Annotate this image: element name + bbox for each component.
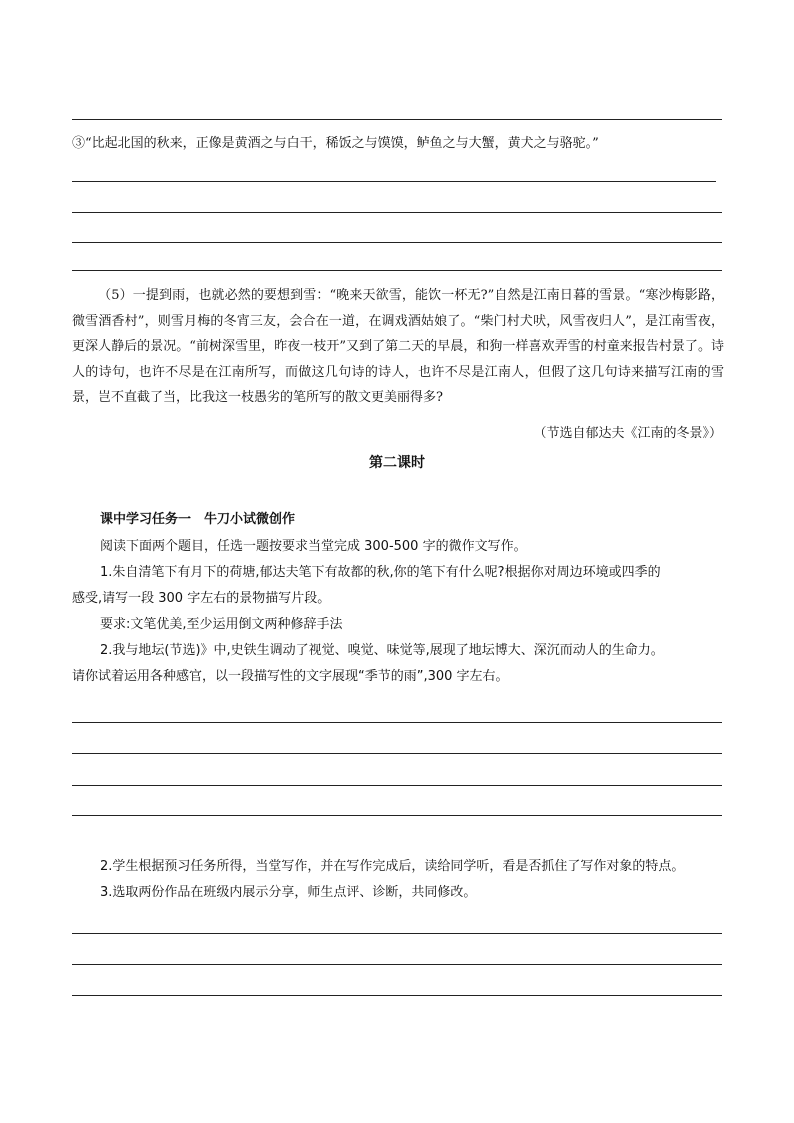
source-citation: （节选自郁达夫《江南的冬景》） — [533, 426, 722, 441]
writing-line — [72, 933, 722, 934]
paragraph-5-text: （5）一提到雨，也就必然的要想到雪：“晚来天欲雪，能饮一杯无?”自然是江南日暮的雪景。“寒沙梅影路，微雪酒香村”，则雪月梅的冬宵三友，会合在一道，在调戏酒姑娘了。“柴门村犬吠，风雪夜归人”，是江南雪夜，更深人静后的景况。“前树深雪里，昨夜一枝开”又到了第二天的早晨，和狗一样喜欢弄雪的村童来报告村景了。诗人的诗句，也许不尽是在江南所写，而做这几句诗的诗人，也许不尽是江南人，但假了这几句诗来描写江南的雪景，岂不直截了当，比我这一枝愚劣的笔所写的散文更美丽得多? — [72, 288, 724, 405]
step-line: 3.选取两份作品在班级内展示分享，师生点评、诊断，共同修改。 — [100, 885, 477, 900]
quote-3: ③“比起北国的秋来，正像是黄酒之与白干，稀饭之与馍馍，鲈鱼之与大蟹，黄犬之与骆驼。” — [72, 136, 599, 151]
lesson-title: 第二课时 — [369, 455, 425, 471]
answer-line — [72, 181, 716, 182]
writing-line — [72, 815, 722, 816]
instruction-line: 2.我与地坛(节选)》中,史铁生调动了视觉、嗅觉、味觉等,展现了地坛博大、深沉而动人的生命力。 — [100, 643, 664, 658]
writing-line — [72, 785, 722, 786]
instruction-line: 请你试着运用各种感官，以一段描写性的文字展现“季节的雨”,300 字左右。 — [72, 669, 509, 684]
answer-line — [72, 212, 722, 213]
paragraph-5 — [72, 283, 724, 411]
task-title: 课中学习任务一 牛刀小试微创作 — [100, 512, 296, 527]
instruction-line: 要求:文笔优美,至少运用倒文两种修辞手法 — [100, 617, 343, 632]
writing-line — [72, 995, 722, 996]
answer-line — [72, 242, 722, 243]
writing-line — [72, 753, 722, 754]
answer-line — [72, 119, 722, 120]
instruction-line: 阅读下面两个题目，任选一题按要求当堂完成 300-500 字的微作文写作。 — [100, 539, 527, 554]
step-line: 2.学生根据预习任务所得，当堂写作，并在写作完成后，读给同学听，看是否抓住了写作对象的特点。 — [100, 859, 685, 874]
writing-line — [72, 964, 722, 965]
writing-line — [72, 722, 722, 723]
instruction-line: 感受,请写一段 300 字左右的景物描写片段。 — [72, 591, 331, 606]
instruction-line: 1.朱自清笔下有月下的荷塘,郁达夫笔下有故都的秋,你的笔下有什么呢?根据你对周边环境或四季的 — [100, 565, 661, 580]
answer-line — [72, 270, 722, 271]
